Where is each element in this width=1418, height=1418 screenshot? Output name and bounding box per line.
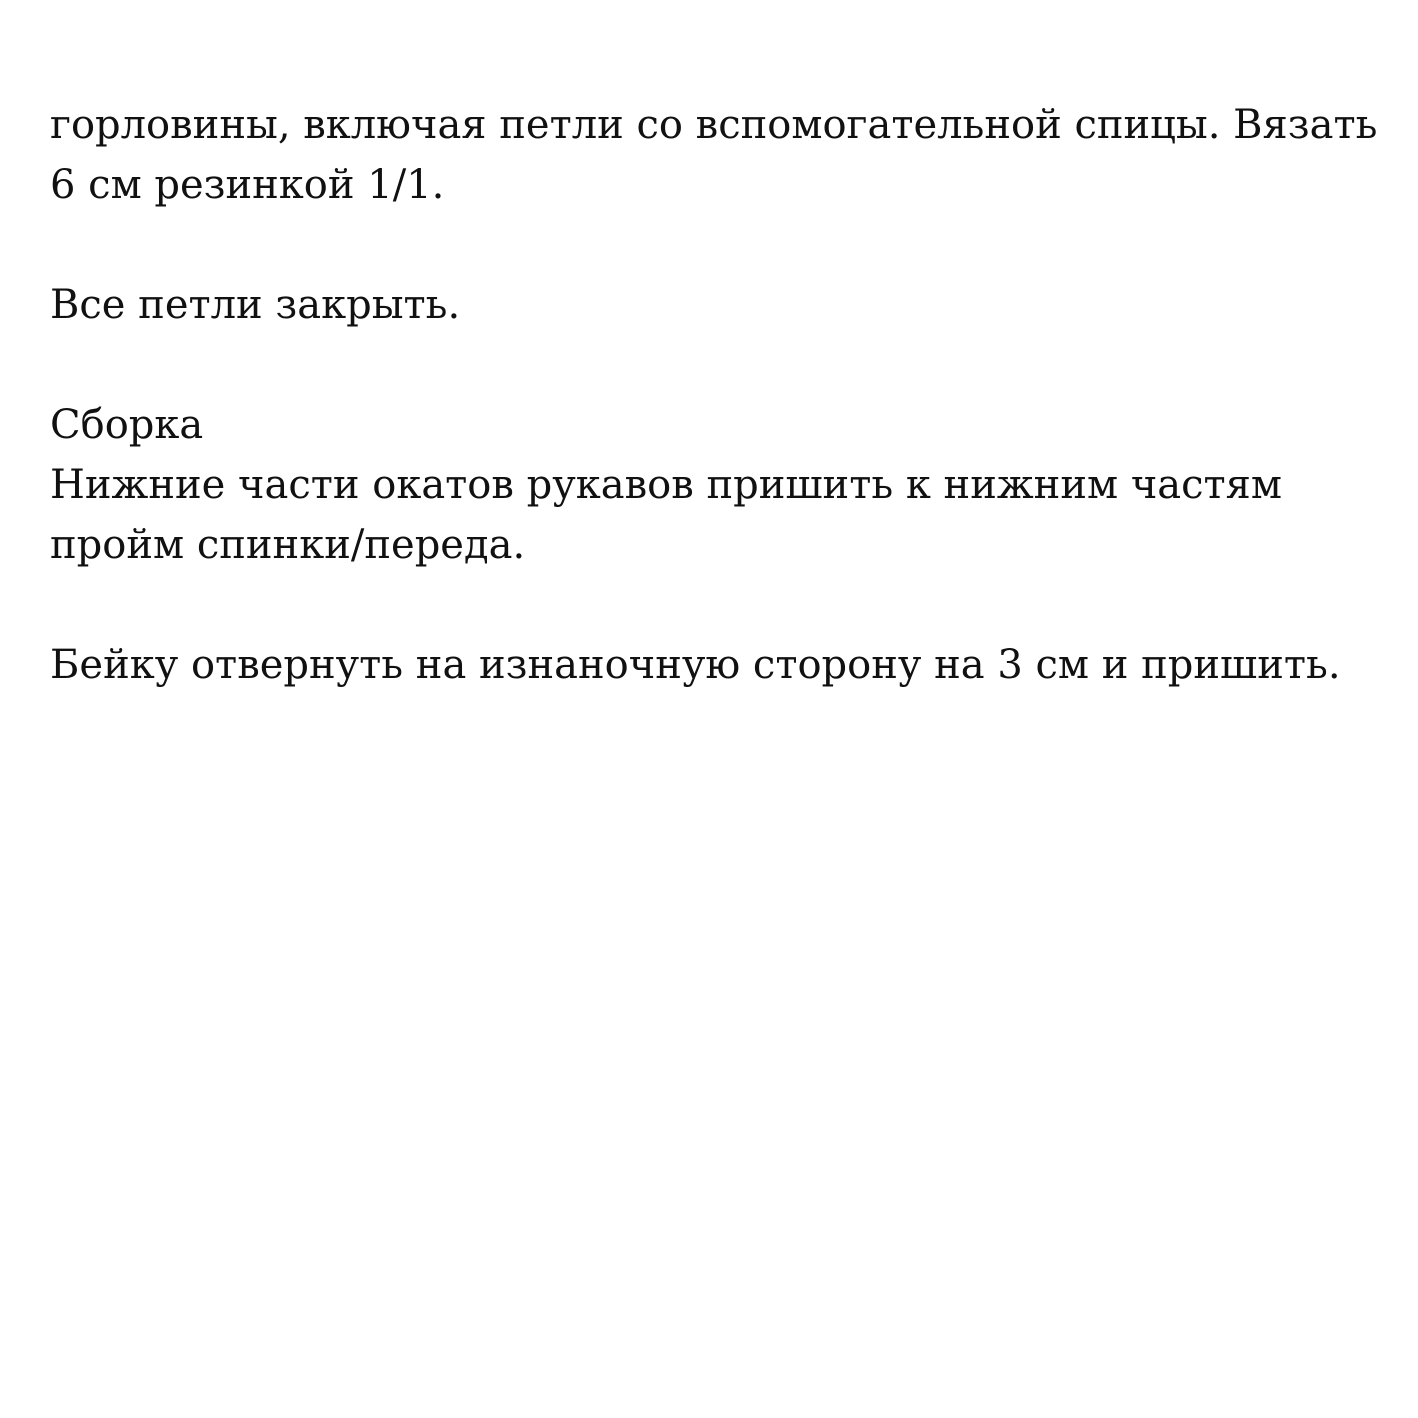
paragraph-binding [50,635,1390,695]
paragraph-bind-off [50,275,1390,335]
paragraph-neckline [50,95,1390,215]
section-assembly [50,395,1390,575]
section-heading: Сборка [50,402,204,448]
paragraph-line: 6 см резинкой 1/1. [50,162,445,208]
paragraph-line: Нижние части окатов рукавов пришить к нижним частям [50,462,1282,508]
paragraph-line: горловины, включая петли со вспомогательной спицы. Вязать [50,102,1378,148]
paragraph-line: Бейку отвернуть на изнаночную сторону на 3 см и пришить. [50,642,1341,688]
paragraph-line: Все петли закрыть. [50,282,461,328]
paragraph-line: пройм спинки/переда. [50,522,526,568]
